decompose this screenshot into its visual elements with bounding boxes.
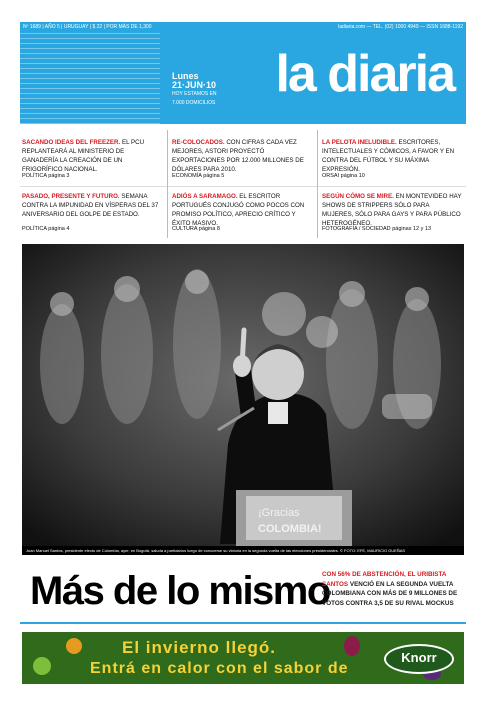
teaser-4-page: página 4 [48,226,70,232]
teaser-1[interactable] [22,138,162,174]
teaser-6[interactable] [322,192,462,228]
deck-accent: CON 56% DE ABSTENCIÓN, EL URIBISTA SANTOS [322,571,447,588]
teaser-2-body: CON CIFRAS CADA VEZ MEJORES, ASTORI PROYECTÓ EXPORTACIONES POR 12.000 MILLONES DE DÓLARES PARA 2010. [172,139,304,173]
masthead-lines-pattern [20,32,160,124]
teaser-4[interactable] [22,192,162,219]
teaser-1-section-name: POLÍTICA [22,173,47,179]
teaser-6-body: EN MONTEVIDEO HAY SHOWS DE STRIPPERS SÓLO PARA MUJERES, SÓLO PARA GAYS Y PARA PÚBLICO HETEROGÉNEO. [322,193,462,227]
teaser-5-section-name: CULTURA [172,226,198,232]
teaser-4-body: SEMANA CONTRA LA IMPUNIDAD EN VÍSPERAS DEL 37 ANIVERSARIO DEL GOLPE DE ESTADO. [22,193,159,218]
teaser-2-page: página 5 [203,173,225,179]
headline-rule [20,622,466,624]
teaser-3-section-name: ORSAI [322,173,340,179]
teaser-3-body: ESCRITORES, INTELECTUALES Y CÓMICOS, A FAVOR Y EN CONTRA DEL FÚTBOL Y SU MÁXIMA EXPRESIÓN. [322,139,455,173]
podium-text-2: COLOMBIA! [258,523,322,535]
teaser-5-page: página 8 [198,226,220,232]
ad-line-2: Entrá en calor con el sabor de [90,660,349,677]
teaser-5[interactable] [172,192,312,228]
newspaper-front-page [20,22,466,682]
teaser-5-head: ADIÓS A SARAMAGO. [172,193,238,200]
teaser-6-page: páginas 12 y 13 [392,226,432,232]
teaser-5-body: EL ESCRITOR PORTUGUÉS CONJUGÓ COMO POCOS CON PROMISO POLÍTICO, APRECIO CRÍTICO Y ÉXITO MASIVO. [172,193,305,227]
teaser-2-section-name: ECONOMÍA [172,173,202,179]
teaser-3[interactable] [322,138,462,174]
teaser-4-section [22,225,162,234]
teaser-3-head: LA PELOTA INELUDIBLE. [322,139,397,146]
teaser-3-section [322,172,462,181]
issue-info: Nº 1689 | AÑO 5 | URUGUAY | $ 22 | POR MÁS DE 1,300 [23,24,152,30]
teaser-1-page: página 3 [48,173,70,179]
subscribers-line-1: HOY ESTAMOS EN [172,91,217,97]
teaser-2[interactable] [172,138,312,174]
main-headline[interactable]: Más de lo mismo [30,569,330,613]
photo-illustration [22,244,464,546]
teaser-1-section [22,172,162,181]
column-divider-1 [167,130,168,238]
top-info-strip [20,22,466,32]
teaser-4-section-name: POLÍTICA [22,226,47,232]
knorr-advertisement[interactable] [22,632,464,684]
masthead [20,32,466,124]
teaser-2-head: RE-COLOCADOS. [172,139,225,146]
teaser-5-section [172,225,312,234]
teaser-4-head: PASADO, PRESENTE Y FUTURO. [22,193,120,200]
photo-caption: Juan Manuel Santos, presidente electo de Colombia, ayer, en Bogotá, saluda a partidarios luego de conocerse su victoria en la segunda vuelta de las elecciones presidenciales. © FOTO: EFE, MAURICIO DUEÑAS [22,546,464,555]
teaser-1-body: EL PCU REPLANTEARÁ AL MINISTERIO DE GANADERÍA LA CREACIÓN DE UN FRIGORÍFICO NACIONAL. [22,139,145,173]
headline-deck [322,570,464,608]
main-photo[interactable] [22,244,464,546]
ad-line-1: El invierno llegó. [122,638,277,657]
teaser-6-section [322,225,462,234]
deck-text: VENCIÓ EN LA SEGUNDA VUELTA COLOMBIANA CON MÁS DE 9 MILLONES DE VOTOS CONTRA 3,5 DE SU RIVAL MOCKUS [322,580,458,607]
masthead-date-block [172,72,217,108]
issue-date: 21·JUN·10 [172,80,217,90]
teaser-1-head: SACANDO IDEAS DEL FREEZER. [22,139,121,146]
day-name: Lunes [172,71,199,81]
newspaper-logo: la diaria [275,45,454,103]
subscribers-line-2: 7.000 DOMICILIOS [172,100,216,106]
teaser-row-divider [20,186,466,187]
teaser-6-section-name: FOTOGRAFÍA / SOCIEDAD [322,226,391,232]
teaser-2-section [172,172,312,181]
teaser-3-page: página 10 [340,173,365,179]
teaser-6-head: SEGÚN CÓMO SE MIRE. [322,193,394,200]
knorr-logo: Knorr [384,644,454,674]
podium-text-1: ¡Gracias [258,507,300,519]
column-divider-2 [317,130,318,238]
contact-info: ladiaria.com — TEL. (02) 1000 4949 — ISSN 1688-1192 [338,24,463,30]
